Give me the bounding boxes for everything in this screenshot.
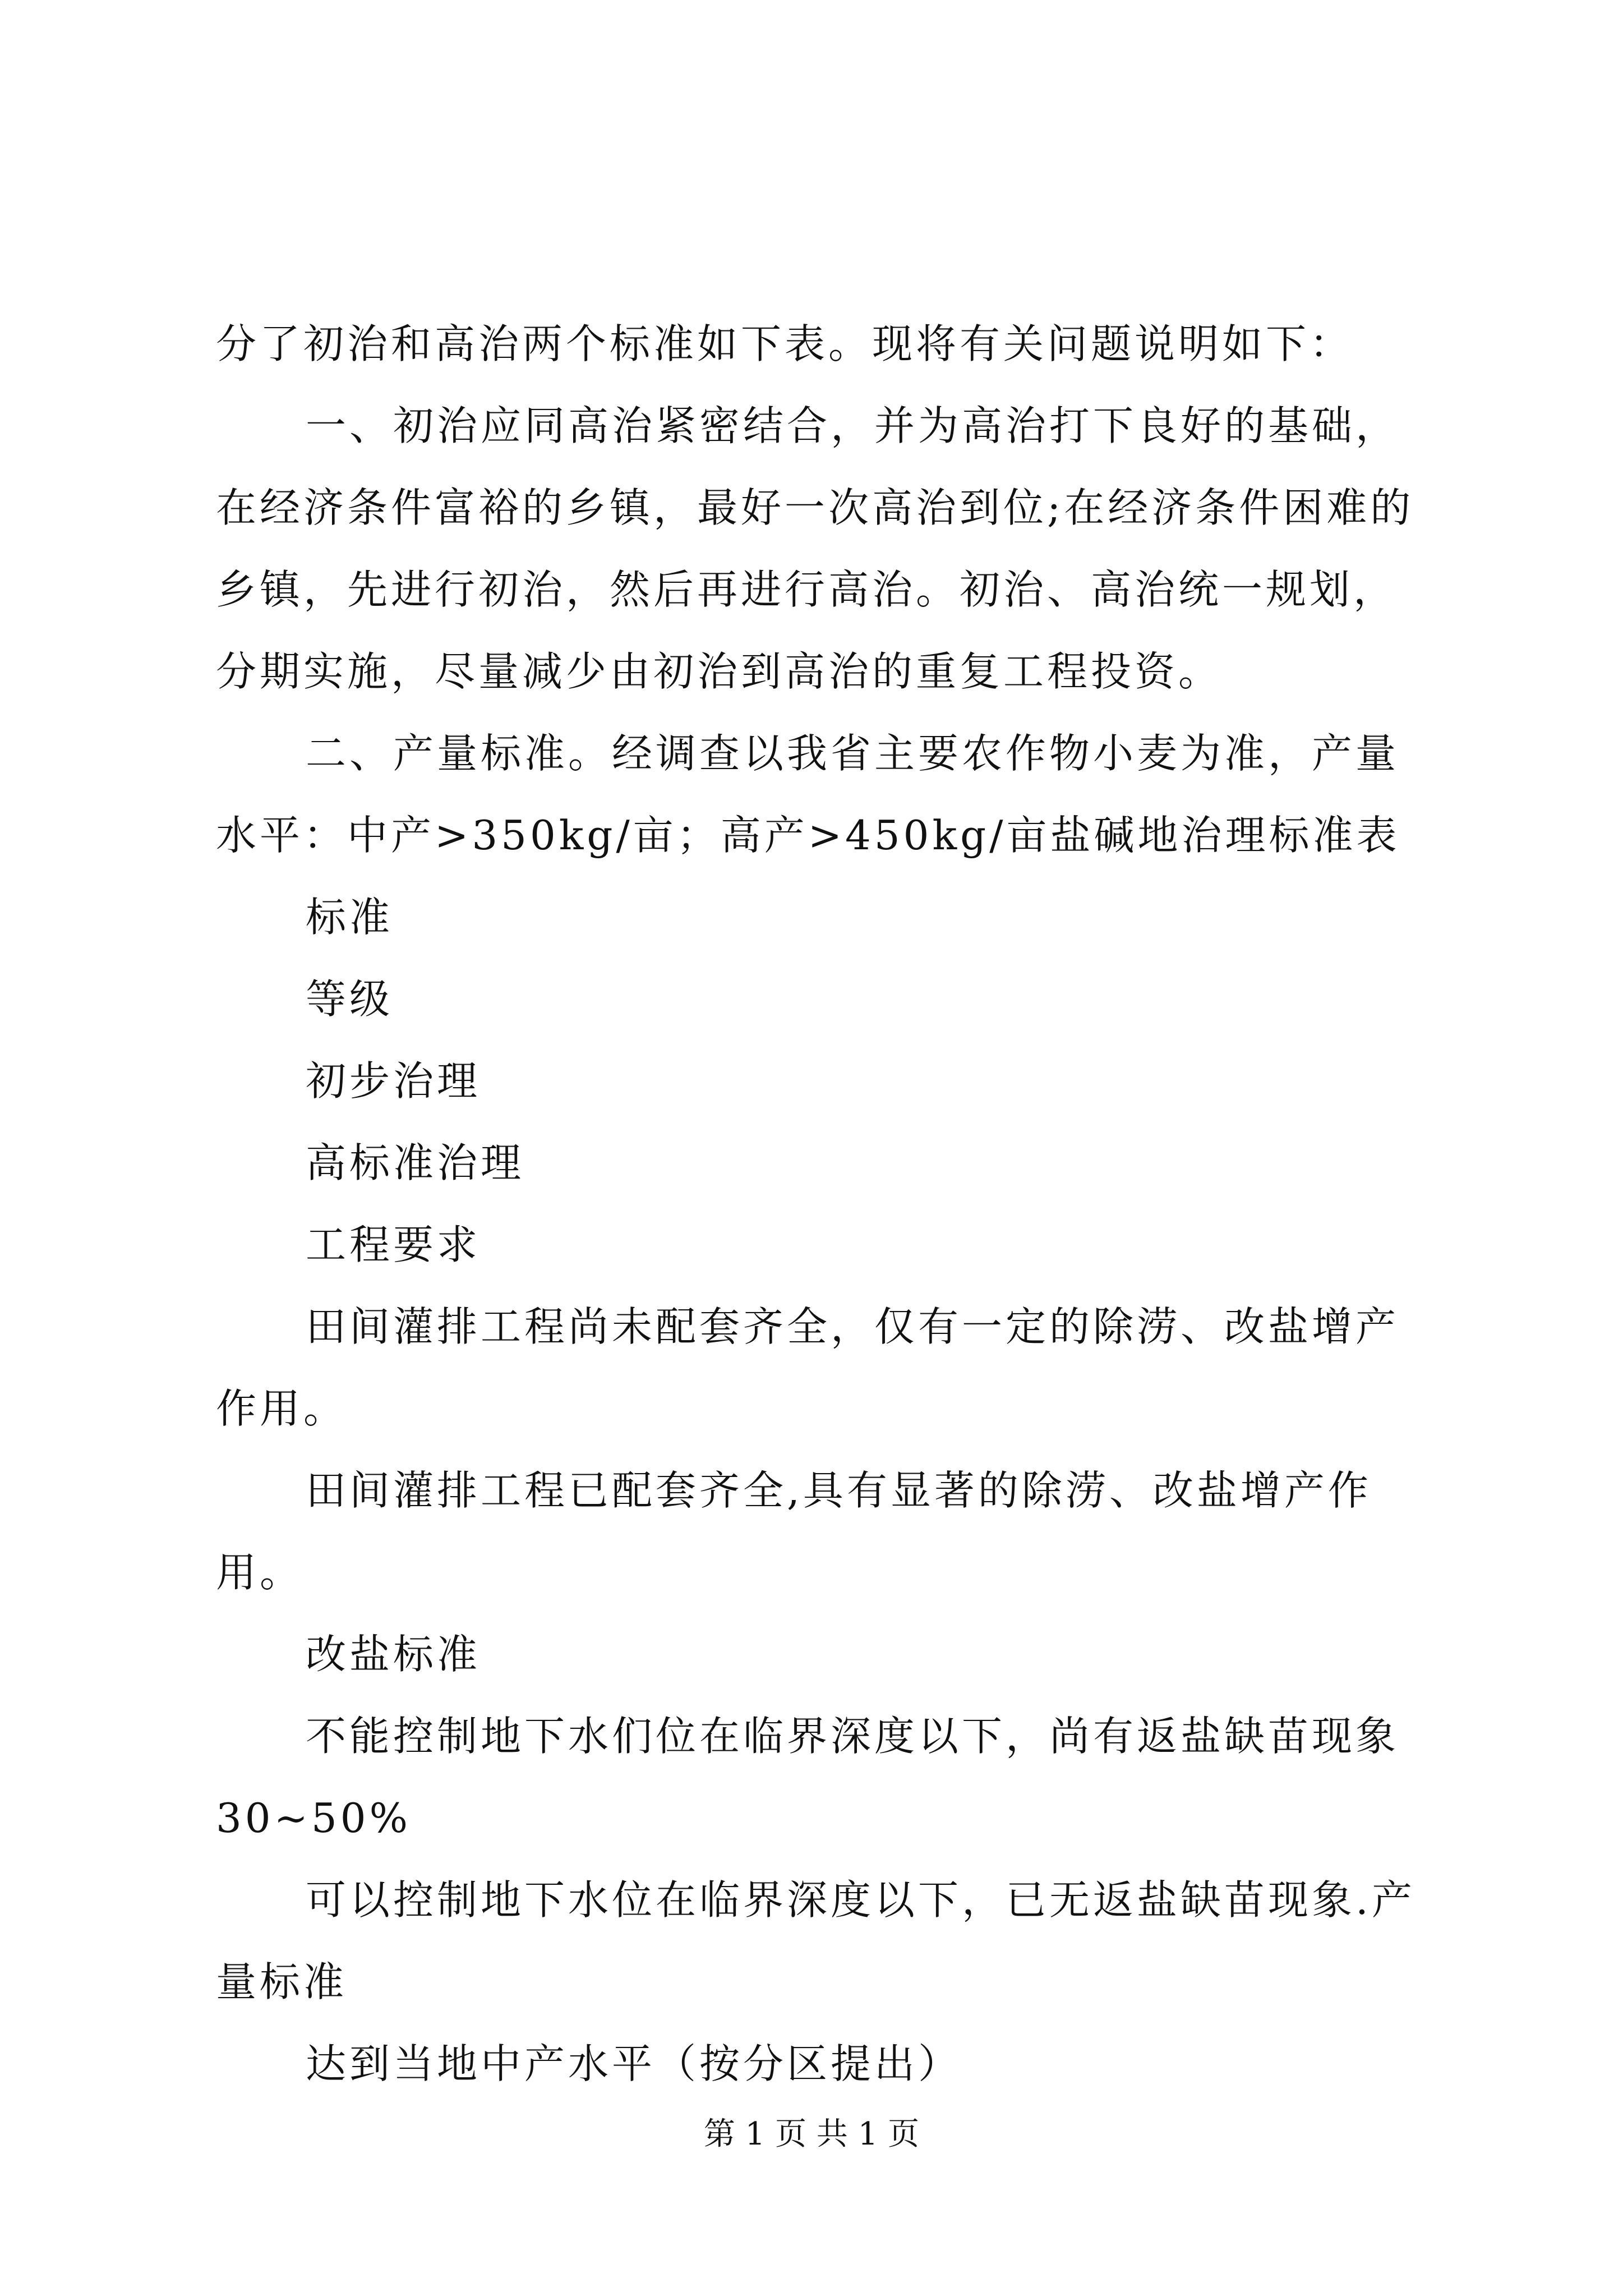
paragraph-point-one: 一、初治应同高治紧密结合，并为高治打下良好的基础，在经济条件富裕的乡镇，最好一次高治到位;在经济条件困难的乡镇，先进行初治，然后再进行高治。初治、高治统一规划，分期实施，尽量减少由初治到高治的重复工程投资。 (216, 402, 1414, 695)
table-cell-engineering-requirement: 工程要求 (306, 1221, 481, 1268)
page-number-footer: 第 1 页 共 1 页 (703, 2116, 920, 2152)
table-cell-salt-standard: 改盐标准 (306, 1631, 481, 1678)
table-cell-initial-treatment: 初步治理 (306, 1057, 481, 1105)
table-cell-salt-high: 可以控制地下水位在临界深度以下，已无返盐缺苗现象.产量标准 (216, 1876, 1415, 2005)
paragraph-intro: 分了初治和高治两个标准如下表。现将有关问题说明如下： (216, 320, 1354, 367)
table-cell-engineering-high: 田间灌排工程已配套齐全,具有显著的除涝、改盐增产作用。 (216, 1467, 1372, 1596)
table-cell-grade: 等级 (306, 976, 394, 1023)
document-body (216, 303, 1422, 2105)
table-cell-standard: 标准 (306, 894, 394, 941)
table-cell-engineering-initial: 田间灌排工程尚未配套齐全，仅有一定的除涝、改盐增产作用。 (216, 1303, 1400, 1432)
paragraph-point-two: 二、产量标准。经调查以我省主要农作物小麦为准，产量水平：中产>350kg/亩；高产>450kg/亩盐碱地治理标准表 (216, 730, 1400, 859)
table-cell-high-standard-treatment: 高标准治理 (306, 1139, 525, 1186)
table-cell-yield-initial: 达到当地中产水平（按分区提出） (306, 2040, 962, 2087)
table-cell-salt-initial: 不能控制地下水们位在临界深度以下，尚有返盐缺苗现象30~50% (216, 1713, 1400, 1842)
